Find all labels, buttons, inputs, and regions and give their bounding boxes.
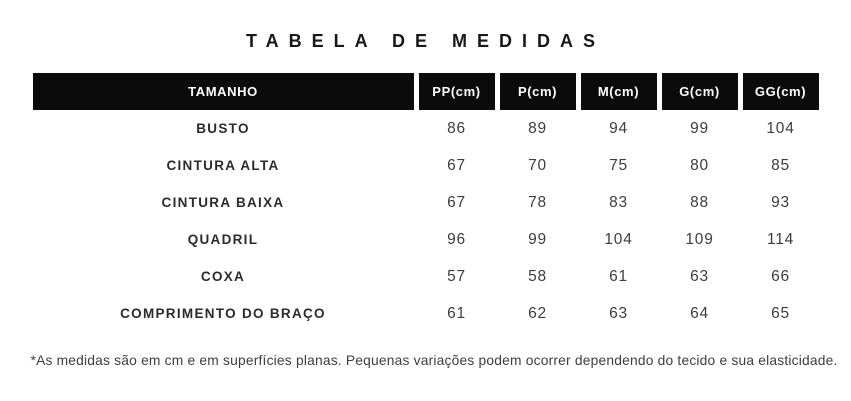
measurement-value: 85 [771,156,790,174]
measurement-value: 88 [690,193,709,211]
measurement-value: 99 [528,230,547,248]
measurement-value: 104 [604,230,633,248]
measurement-value: 58 [528,267,547,285]
column-header-m: M(cm) [581,73,657,110]
measurement-value: 80 [690,156,709,174]
measurement-value: 63 [690,267,709,285]
row-label: COXA [200,269,246,284]
measurement-value: 70 [528,156,547,174]
row-label: CINTURA ALTA [166,158,280,173]
measurement-value: 89 [528,119,547,137]
measurement-value: 63 [609,304,628,322]
table-row-coxa [33,258,819,295]
measurement-value: 78 [528,193,547,211]
measurement-value: 67 [447,193,466,211]
table-row-comprimento-do-braco [33,295,819,332]
measurement-value: 86 [447,119,466,137]
measurements-table [33,73,819,332]
measurement-value: 93 [771,193,790,211]
measurement-value: 65 [771,304,790,322]
measurement-value: 96 [447,230,466,248]
table-row-cintura-alta [33,147,819,184]
measurement-value: 109 [685,230,714,248]
measurement-value: 62 [528,304,547,322]
table-header-row [33,73,819,110]
measurement-value: 104 [766,119,795,137]
table-row-busto [33,110,819,147]
measurement-value: 94 [609,119,628,137]
column-header-p: P(cm) [500,73,576,110]
table-row-quadril [33,221,819,258]
measurement-value: 67 [447,156,466,174]
measurement-value: 83 [609,193,628,211]
column-header-g: G(cm) [662,73,738,110]
measurement-value: 61 [447,304,466,322]
row-label: QUADRIL [187,232,259,247]
measurement-value: 66 [771,267,790,285]
measurements-footnote: *As medidas são em cm e em superfícies planas. Pequenas variações podem ocorrer dependendo do tecido e sua elasticidade. [30,353,838,368]
row-label: COMPRIMENTO DO BRAÇO [120,306,326,321]
column-header-pp: PP(cm) [419,73,495,110]
column-header-tamanho: TAMANHO [33,73,414,110]
measurement-value: 64 [690,304,709,322]
page-title: TABELA DE MEDIDAS [246,31,605,51]
column-header-gg: GG(cm) [743,73,819,110]
measurement-value: 57 [447,267,466,285]
table-row-cintura-baixa [33,184,819,221]
measurement-value: 114 [766,230,795,248]
row-label: BUSTO [196,121,250,136]
measurement-value: 61 [609,267,628,285]
row-label: CINTURA BAIXA [161,195,285,210]
measurement-value: 75 [609,156,628,174]
measurement-value: 99 [690,119,709,137]
